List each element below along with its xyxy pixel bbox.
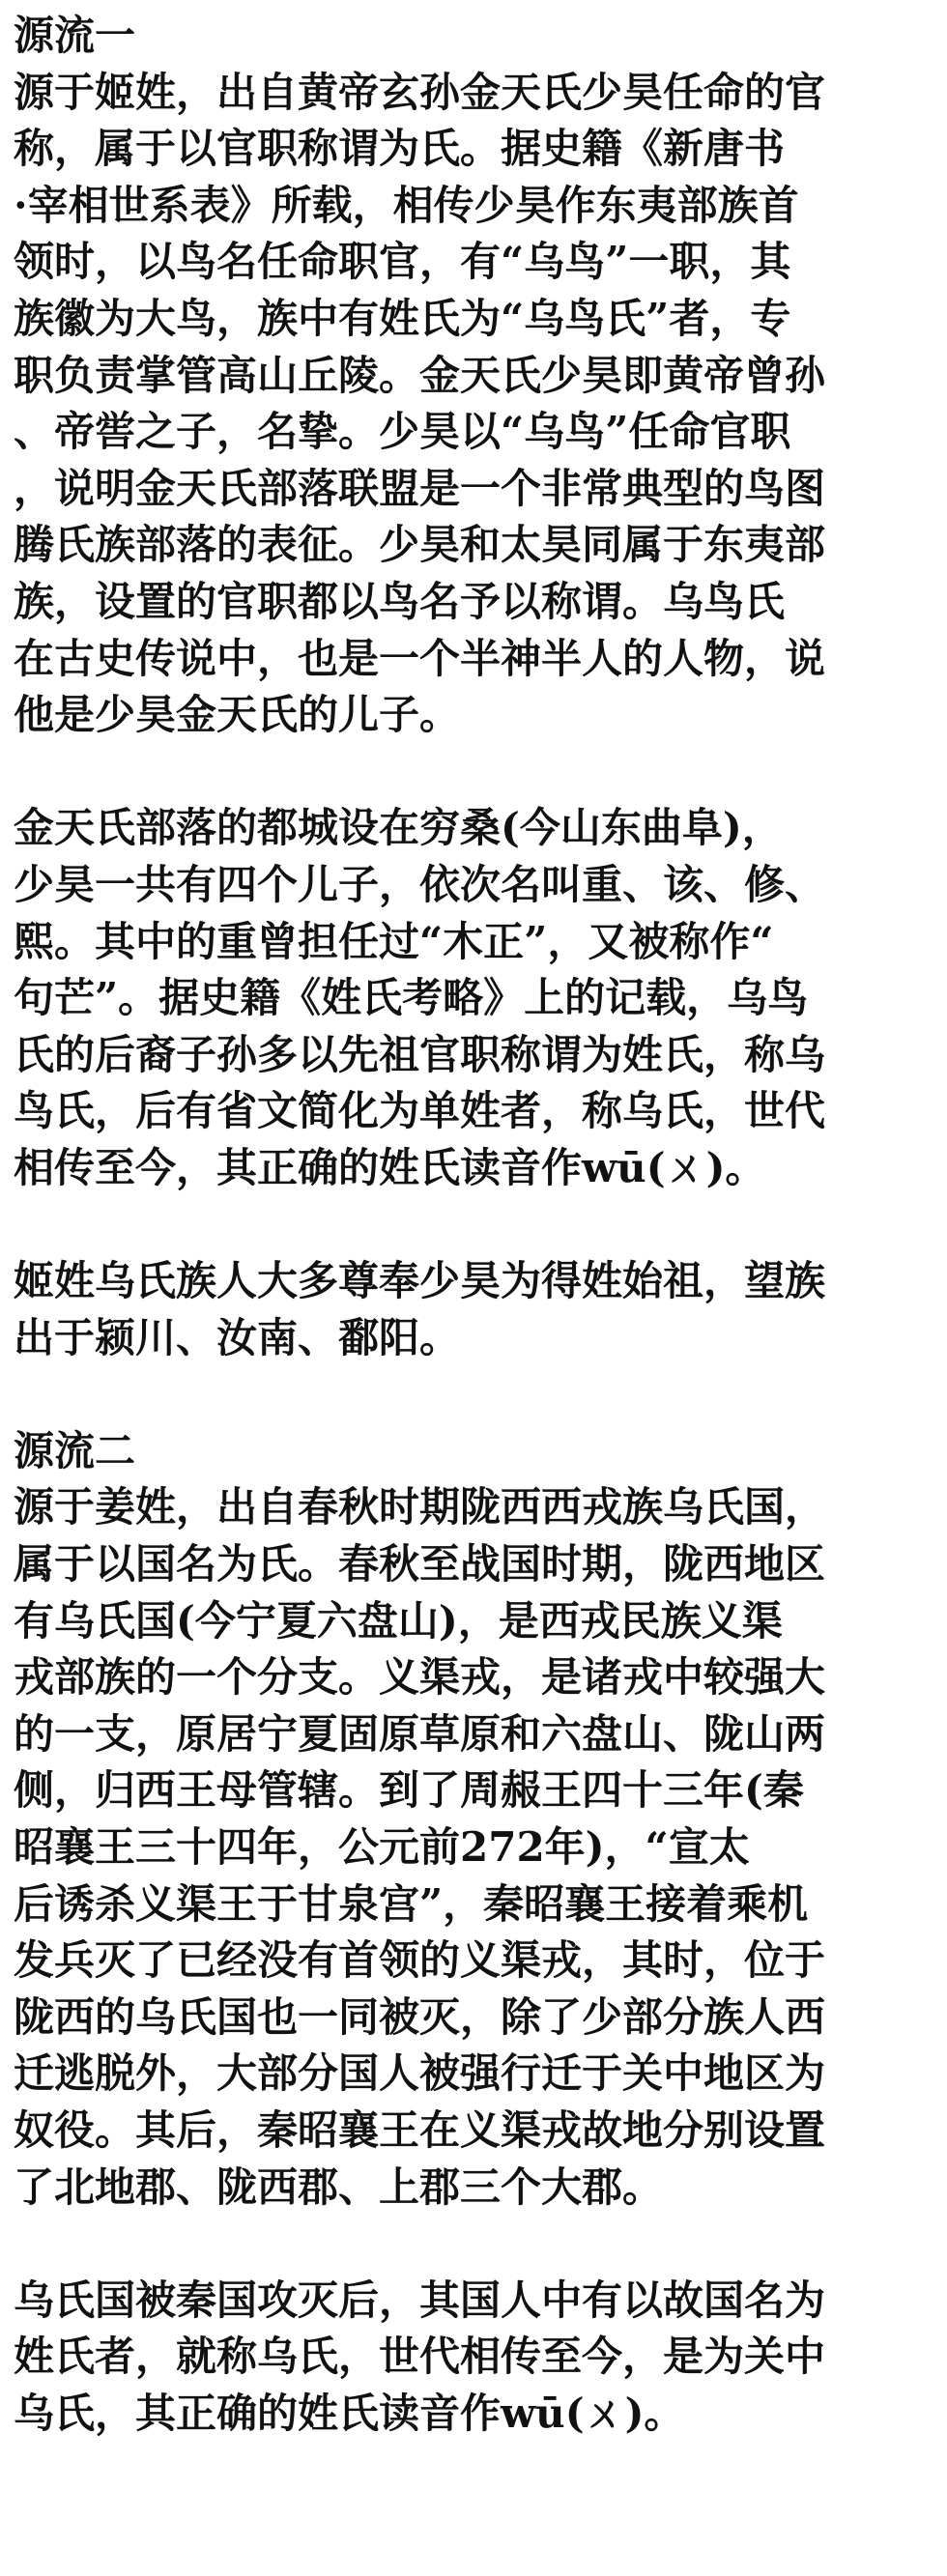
text-line: 侧，归西王母管辖。到了周赧王四十三年(秦	[14, 1766, 804, 1815]
text-line: 有乌氏国(今宁夏六盘山)，是西戎民族义渠	[14, 1596, 783, 1645]
text-line: ，说明金天氏部落联盟是一个非常典型的鸟图	[14, 464, 826, 512]
paragraph-gap	[14, 1366, 937, 1423]
text-line: 了北地郡、陇西郡、上郡三个大郡。	[14, 2162, 664, 2211]
section-origin-one	[14, 8, 937, 744]
text-line: 在古史传说中，也是一个半神半人的人物，说	[14, 634, 826, 682]
text-line: 少昊一共有四个儿子，依次名叫重、该、修、	[14, 860, 826, 908]
text-line: 相传至今，其正确的姓氏读音作wū(ㄨ)。	[14, 1143, 766, 1191]
text-line: 族，设置的官职都以鸟名予以称谓。乌鸟氏	[14, 577, 786, 625]
paragraph-gap	[14, 2216, 937, 2273]
article	[14, 8, 937, 2443]
text-line: 称，属于以官职称谓为氏。据史籍《新唐书	[14, 125, 786, 173]
section-origin-two	[14, 1423, 937, 2216]
text-line: 熙。其中的重曾担任过“木正”，又被称作“	[14, 917, 774, 965]
text-line: 、帝喾之子，名挚。少昊以“乌鸟”任命官职	[14, 408, 791, 456]
text-line: ·宰相世系表》所载，相传少昊作东夷部族首	[14, 181, 799, 229]
section-heading: 源流二	[14, 1426, 136, 1474]
text-line: 领时，以鸟名任命职官，有“乌鸟”一职，其	[14, 238, 791, 286]
paragraph-gap	[14, 744, 937, 801]
text-line: 姬姓乌氏族人大多尊奉少昊为得姓始祖，望族	[14, 1257, 826, 1305]
text-line: 属于以国名为氏。春秋至战国时期，陇西地区	[14, 1540, 826, 1589]
text-line: 发兵灭了已经没有首领的义渠戎，其时，位于	[14, 1936, 826, 1985]
text-line: 出于颍川、汝南、鄱阳。	[14, 1313, 461, 1361]
section-heading: 源流一	[14, 12, 136, 59]
text-line: 腾氏族部落的表征。少昊和太昊同属于东夷部	[14, 521, 826, 569]
text-line: 的一支，原居宁夏固原草原和六盘山、陇山两	[14, 1709, 826, 1758]
paragraph-gap	[14, 1196, 937, 1253]
paragraph-guanzhong	[14, 2273, 937, 2443]
text-line: 氏的后裔子孙多以先祖官职称谓为姓氏，称乌	[14, 1030, 826, 1078]
text-line: 金天氏部落的都城设在穷桑(今山东曲阜)，	[14, 804, 783, 852]
text-line: 迁逃脱外，大部分国人被强行迁于关中地区为	[14, 2049, 826, 2098]
text-line: 源于姬姓，出自黄帝玄孙金天氏少昊任命的官	[14, 68, 826, 116]
text-line: 陇西的乌氏国也一同被灭，除了少部分族人西	[14, 1992, 826, 2041]
text-line: 后诱杀义渠王于甘泉宫”，秦昭襄王接着乘机	[14, 1879, 809, 1928]
paragraph-ancestor	[14, 1253, 937, 1366]
text-line: 乌氏国被秦国攻灭后，其国人中有以故国名为	[14, 2275, 826, 2324]
text-line: 姓氏者，就称乌氏，世代相传至今，是为关中	[14, 2333, 826, 2381]
text-line: 鸟氏，后有省文简化为单姓者，称乌氏，世代	[14, 1087, 826, 1135]
text-line: 戎部族的一个分支。义渠戎，是诸戎中较强大	[14, 1653, 826, 1702]
text-line: 奴役。其后，秦昭襄王在义渠戎故地分别设置	[14, 2105, 826, 2154]
text-line: 源于姜姓，出自春秋时期陇西西戎族乌氏国，	[14, 1483, 826, 1531]
text-line: 乌氏，其正确的姓氏读音作wū(ㄨ)。	[14, 2389, 685, 2437]
text-line: 族徽为大鸟，族中有姓氏为“乌鸟氏”者，专	[14, 294, 791, 342]
text-line: 职负责掌管高山丘陵。金天氏少昊即黄帝曾孙	[14, 351, 826, 399]
text-line: 他是少昊金天氏的儿子。	[14, 691, 461, 739]
paragraph-capital	[14, 800, 937, 1196]
text-line: 句芒”。据史籍《姓氏考略》上的记载，乌鸟	[14, 974, 809, 1022]
text-line: 昭襄王三十四年，公元前272年)，“宣太	[14, 1823, 750, 1871]
